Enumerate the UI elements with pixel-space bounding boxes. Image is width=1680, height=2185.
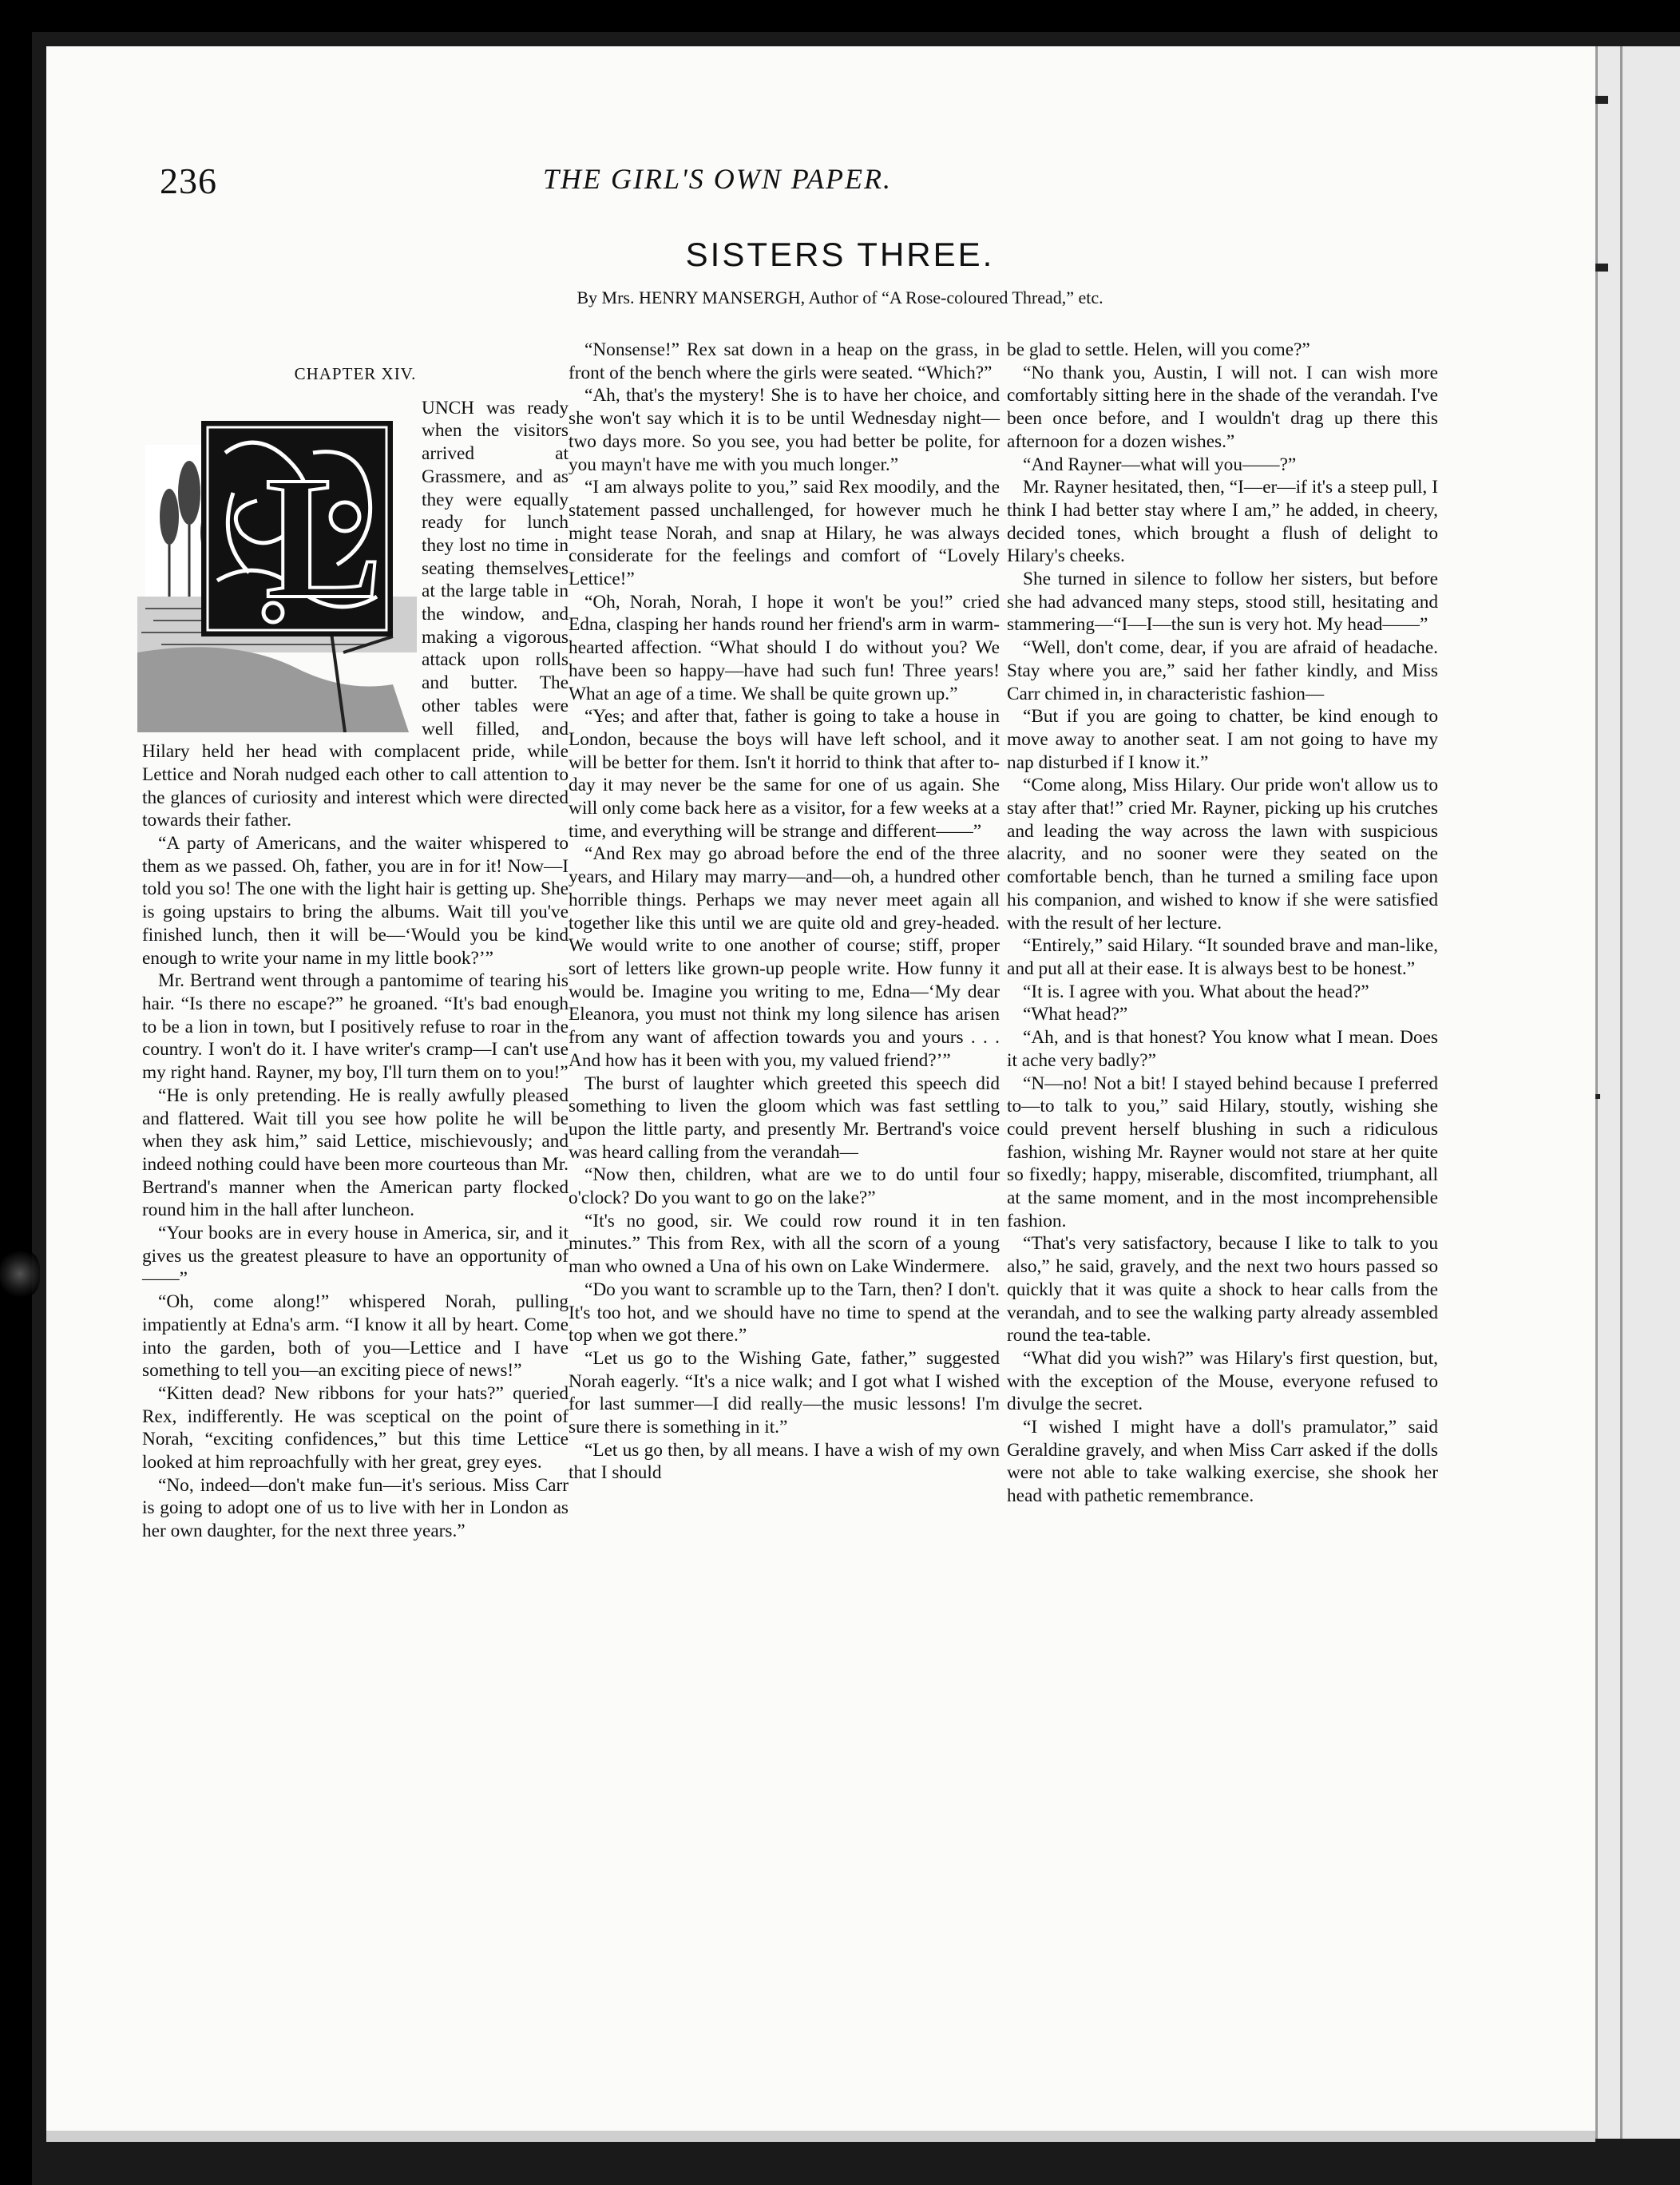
paragraph: “Yes; and after that, father is going to take a house in London, because the boys will have left school, and it will be better for them. Isn't it horrid to think that after to-day it may never be the same for one of us again. She will only come back here as a visitor, for a few weeks at a time, and everything will be strange and different——” (569, 706, 1000, 842)
paragraph: “Entirely,” said Hilary. “It sounded brave and man-like, and put all at their ease. It is always best to be honest.” (1007, 935, 1438, 979)
paragraph: “What did you wish?” was Hilary's first question, but, with the exception of the Mouse, everyone refused to divulge the secret. (1007, 1347, 1438, 1415)
page-number: 236 (160, 161, 217, 201)
running-title: THE GIRL'S OWN PAPER. (543, 163, 893, 195)
byline: By Mrs. HENRY MANSERGH, Author of “A Rose-coloured Thread,” etc. (577, 288, 1103, 307)
paragraph: “What head?” (1023, 1004, 1128, 1025)
paragraph: The burst of laughter which greeted this speech did something to liven the gloom which was fast settling upon the little party, and presently Mr. Bertrand's voice was heard calling from the verandah— (569, 1073, 1000, 1163)
svg-text:L: L (265, 439, 382, 635)
paragraph: “It's no good, sir. We could row round it in ten minutes.” This from Rex, with all the scorn of a young man who owned a Una of his own on Lake Windermere. (569, 1210, 1000, 1278)
paragraph: “Let us go to the Wishing Gate, father,” suggested Norah eagerly. “It's a nice walk; and I got what I wished for last summer—I did really—the music lessons! I'm sure there is something in it.” (569, 1347, 1000, 1438)
paragraph: “Do you want to scramble up to the Tarn, then? I don't. It's too hot, and we should have no time to spend at the top when we got there.” (569, 1279, 1000, 1346)
paragraph: “I wished I might have a doll's pramulator,” said Geraldine gravely, and when Miss Carr asked if the dolls were not able to take walking exercise, she shook her head with pathetic remembrance. (1007, 1417, 1438, 1507)
paragraph: She turned in silence to follow her sisters, but before she had advanced many steps, stood still, hesitating and stammering—“I—I—the sun is very hot. My head——” (1007, 569, 1438, 636)
chapter-heading: CHAPTER XIV. (294, 364, 417, 383)
paragraph: “Now then, children, what are we to do until four o'clock? Do you want to go on the lake?” (569, 1164, 1000, 1209)
paragraph: “Nonsense!” Rex sat down in a heap on the grass, in front of the bench where the girls were seated. “Which?” (569, 339, 1000, 383)
text-column-3 (1007, 339, 1438, 1508)
paragraph: “That's very satisfactory, because I like to talk to you also,” he said, gravely, and the next two hours passed so quickly that it was quite a shock to hear calls from the verandah, and to see the walking party already assembled round the tea-table. (1007, 1233, 1438, 1346)
paragraph: Mr. Bertrand went through a pantomime of tearing his hair. “Is there no escape?” he groaned. “It's bad enough to be a lion in town, but I positively refuse to roar in the country. I won't do it. I have writer's cramp—I can't use my right hand. Rayner, my boy, I'll turn them on to you!” (142, 970, 569, 1084)
paragraph: “Ah, that's the mystery! She is to have her choice, and she won't say which it is to be until Wednesday night—two days more. So you see, you had better be polite, for you mayn't have me with you much longer.” (569, 385, 1000, 475)
paragraph: “Oh, Norah, Norah, I hope it won't be you!” cried Edna, clasping her hands round her friend's arm in warm-hearted affection. “What should I do without you? We have been so happy—have had such fun! Three years! What an age of a time. We shall be quite grown up.” (569, 591, 1000, 704)
paragraph: “No thank you, Austin, I will not. I can wish more comfortably sitting here in the shade of the verandah. I've been once before, and I wouldn't drag up there this afternoon for a dozen wishes.” (1007, 362, 1438, 452)
paragraph: “Oh, come along!” whispered Norah, pulling impatiently at Edna's arm. “I know it all by heart. Come into the garden, both of you—Lettice and I have something to tell you—an exciting piece of news!” (142, 1291, 569, 1382)
paragraph: “Let us go then, by all means. I have a wish of my own that I should (569, 1439, 1000, 1484)
text-column-2 (569, 339, 1000, 1485)
text-column-1 (142, 339, 569, 1543)
scan-smudge (0, 1250, 40, 1298)
paragraph: “He is only pretending. He is really awfully pleased and flattered. Wait till you see how polite he will be when they ask him,” said Lettice, mischievously; and indeed nothing could have been more courteous than Mr. Bertrand's manner when the American party flocked round him in the hall after luncheon. (142, 1085, 569, 1221)
paragraph: “Come along, Miss Hilary. Our pride won't allow us to stay after that!” cried Mr. Rayner, picking up his crutches and leading the way across the lawn with suspicious alacrity, and no sooner were they seated on the comfortable bench, than he turned a smiling face upon his companion, and wished to know if she were satisfied with the result of her lecture. (1007, 775, 1438, 934)
paragraph: “No, indeed—don't make fun—it's serious. Miss Carr is going to adopt one of us to live with her in London as her own daughter, for the next three years.” (142, 1474, 569, 1542)
next-page-edge (1595, 46, 1680, 2139)
article-title: SISTERS THREE. (685, 236, 995, 273)
paragraph: “And Rayner—what will you——?” (1023, 454, 1297, 475)
paragraph: UNCH was ready when the visitors arrived at Grassmere, and as they were equally ready for lunch they lost no time in seating themselves at the large table in the window, and making a vigorous attack upon rolls and butter. The other tables were well filled, and Hilary held her head with complacent pride, while Lettice and Norah nudged each other to call attention to the glances of curiosity and interest which were directed towards their father. (142, 397, 569, 831)
paragraph: “And Rex may go abroad before the end of the three years, and Hilary may marry—and—oh, a hundred other horrible things. Perhaps we may never meet again all together like this until we are quite old and grey-headed. We would write to one another of course; stiff, proper sort of letters like grown-up people write. How funny it would be. Imagine you writing to me, Edna—‘My dear Eleanora, you must not think my long silence has arisen from any want of affection towards you and yours . . . And how has it been with you, my valued friend?’” (569, 843, 1000, 1071)
paragraph: “I am always polite to you,” said Rex moodily, and the statement passed unchallenged, for however much he might tease Norah, and snap at Hilary, he was always considerate for the feelings and comfort of “Lovely Lettice!” (569, 477, 1000, 590)
paragraph: “Kitten dead? New ribbons for your hats?” queried Rex, indifferently. He was sceptical on the point of Norah, “exciting confidences,” but this time Lettice looked at him reproachfully with her great, grey eyes. (142, 1382, 569, 1473)
paragraph: “Your books are in every house in America, sir, and it gives us the greatest pleasure to have an opportunity of——” (142, 1223, 569, 1290)
paragraph: “Well, don't come, dear, if you are afraid of headache. Stay where you are,” said her father kindly, and Miss Carr chimed in, in characteristic fashion— (1007, 637, 1438, 704)
paragraph: “N—no! Not a bit! I stayed behind because I preferred to—to talk to you,” said Hilary, stoutly, wishing she could prevent herself blushing in such a ridiculous fashion, wishing Mr. Rayner would not stare at her quite so fixedly; happy, miserable, discomfited, triumphant, all at the same moment, and in the most incomprehensible fashion. (1007, 1073, 1438, 1231)
paragraph: “But if you are going to chatter, be kind enough to move away to another seat. I am not going to have my nap disturbed if I know it.” (1007, 706, 1438, 773)
drop-cap-illustration (137, 397, 417, 732)
paragraph: “Ah, and is that honest? You know what I mean. Does it ache very badly?” (1007, 1027, 1438, 1071)
paragraph: “A party of Americans, and the waiter whispered to them as we passed. Oh, father, you are in for it! Now—I told you so! The one with the light hair is getting up. She is going upstairs to bring the albums. Wait till you've finished lunch, then it will be—‘Would you be kind enough to write your name in my little book?’” (142, 833, 569, 969)
paragraph: Mr. Rayner hesitated, then, “I—er—if it's a steep pull, I think I had better stay where I am,” he added, in cheery, decided tones, which brought a flush of delight to Hilary's cheeks. (1007, 477, 1438, 567)
paragraph: “It is. I agree with you. What about the head?” (1023, 981, 1369, 1002)
paragraph: be glad to settle. Helen, will you come?” (1007, 339, 1310, 360)
